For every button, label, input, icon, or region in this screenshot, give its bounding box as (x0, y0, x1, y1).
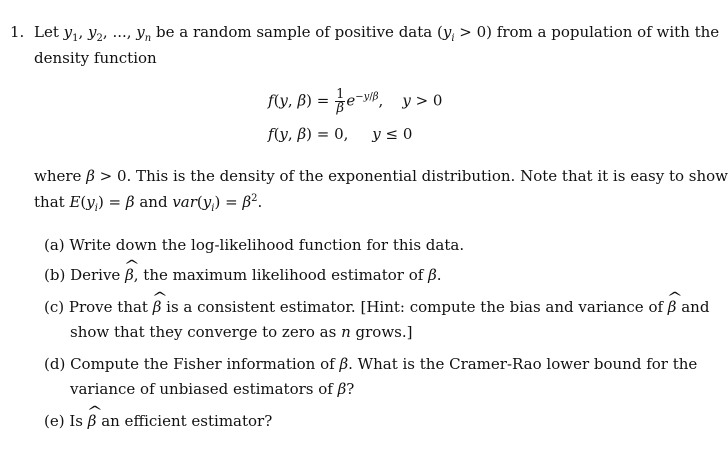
paragraph-line-1: where β > 0. This is the density of the exponential distribution. Note that it is easy to show (34, 167, 728, 185)
question-text-line-2-content: density function (34, 49, 157, 67)
item-d-line-2: variance of unbiased estimators of β? (70, 380, 355, 398)
item-c-line-1: (c) Prove that ^ β is a consistent estimator. [Hint: compute the bias and variance of ^ β and (44, 297, 709, 317)
density-equation-zero: f(y, β) = 0, y ≤ 0 (268, 125, 413, 143)
question-text-line-1-content: Let $y_1$, $y_2$, ..., $y_n$ be a random sample of positive data $(y_i > 0)$ from a population of with the (34, 23, 720, 44)
paragraph-line-2: that $E(y_i) = \beta$ and $var(y_i) = \beta^2$. (34, 193, 263, 214)
item-d-line-1: (d) Compute the Fisher information of β. What is the Cramer-Rao lower bound for the (44, 355, 698, 373)
density-equation-positive: f(y, β) = $\frac{1}{\beta}$ $e^{-y/\beta}$, y > 0 (268, 87, 443, 116)
item-a: (a) Write down the log-likelihood function for this data. (44, 236, 465, 254)
item-e: (e) Is ^ β an efficient estimator? (44, 411, 272, 431)
item-c-line-2: show that they converge to zero as n grows.] (70, 323, 413, 341)
item-b: (b) Derive ^ β, the maximum likelihood estimator of β. (44, 265, 442, 285)
question-text-line-1 (34, 22, 719, 42)
question-text-line-2 (34, 48, 157, 68)
question-number: 1. (10, 23, 25, 41)
